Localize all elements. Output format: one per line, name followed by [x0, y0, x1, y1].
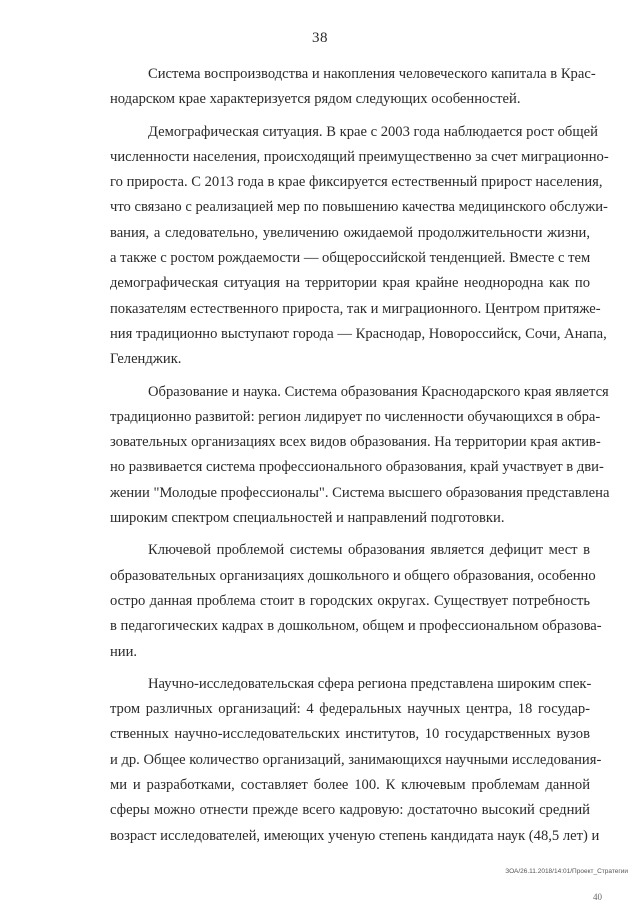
text-line: в педагогических кадрах в дошкольном, общем и профессиональном образова-	[110, 618, 602, 635]
text-line: остро данная проблема стоит в городских округах. Существует потребность	[110, 592, 590, 609]
text-line: возраст исследователей, имеющих ученую степень кандидата наук (48,5 лет) и	[110, 827, 600, 844]
paragraph-demography	[110, 120, 609, 373]
text-line: и др. Общее количество организаций, занимающихся научными исследования-	[110, 751, 602, 768]
text-line: го прироста. С 2013 года в крае фиксируется естественный прирост населения,	[110, 174, 603, 191]
corner-page-mark: 40	[593, 892, 602, 902]
text-line: вания, а следовательно, увеличению ожидаемой продолжительности жизни,	[110, 224, 590, 241]
text-line: Ключевой проблемой системы образования является дефицит мест в	[148, 542, 590, 559]
text-line: Образование и наука. Система образования Краснодарского края является	[148, 383, 609, 400]
text-line: показателям естественного прироста, так и миграционного. Центром притяже-	[110, 300, 601, 317]
paragraph-intro	[110, 62, 596, 113]
text-line: демографическая ситуация на территории края крайне неоднородна как по	[110, 275, 590, 292]
text-line: Система воспроизводства и накопления человеческого капитала в Крас-	[148, 66, 596, 82]
footer-file-path: ЗОА/26.11.2018/14:01/Проект_Стратегии	[505, 868, 628, 875]
paragraph-education	[110, 380, 610, 532]
text-line: что связано с реализацией мер по повышению качества медицинского обслужи-	[110, 199, 608, 216]
text-line: нии.	[110, 643, 138, 660]
text-line: жении "Молодые профессионалы". Система высшего образования представлена	[110, 484, 610, 501]
text-line: образовательных организациях дошкольного и общего образования, особенно	[110, 567, 596, 584]
text-line: Демографическая ситуация. В крае с 2003 года наблюдается рост общей	[148, 123, 598, 140]
text-line: численности населения, происходящий преимущественно за счет миграционно-	[110, 148, 609, 165]
text-line: ми и разработками, составляет более 100. К ключевым проблемам данной	[110, 777, 590, 794]
text-line: а также с ростом рождаемости — общероссийской тенденцией. Вместе с тем	[110, 250, 591, 267]
text-line: нодарском крае характеризуется рядом следующих особенностей.	[110, 91, 521, 108]
page-number: 38	[312, 30, 328, 46]
text-line: широким спектром специальностей и направлений подготовки.	[110, 510, 505, 527]
text-line: ния традиционно выступают города — Краснодар, Новороссийск, Сочи, Анапа,	[110, 325, 607, 342]
text-line: сферы можно отнести прежде всего кадровую: достаточно высокий средний	[110, 802, 590, 819]
paragraph-research	[110, 672, 602, 849]
document-body	[110, 62, 610, 856]
paragraph-education-problem	[110, 538, 602, 664]
text-line: Научно-исследовательская сфера региона представлена широким спек-	[148, 675, 592, 692]
text-line: ственных научно-исследовательских институтов, 10 государственных вузов	[110, 726, 590, 743]
text-line: но развивается система профессионального образования, край участвует в дви-	[110, 459, 604, 476]
text-line: зовательных организациях всех видов образования. На территории края актив-	[110, 434, 601, 451]
text-line: тром различных организаций: 4 федеральных научных центра, 18 государ-	[110, 701, 590, 718]
text-line: традиционно развитой: регион лидирует по численности обучающихся в обра-	[110, 408, 601, 425]
text-line: Геленджик.	[110, 351, 182, 368]
